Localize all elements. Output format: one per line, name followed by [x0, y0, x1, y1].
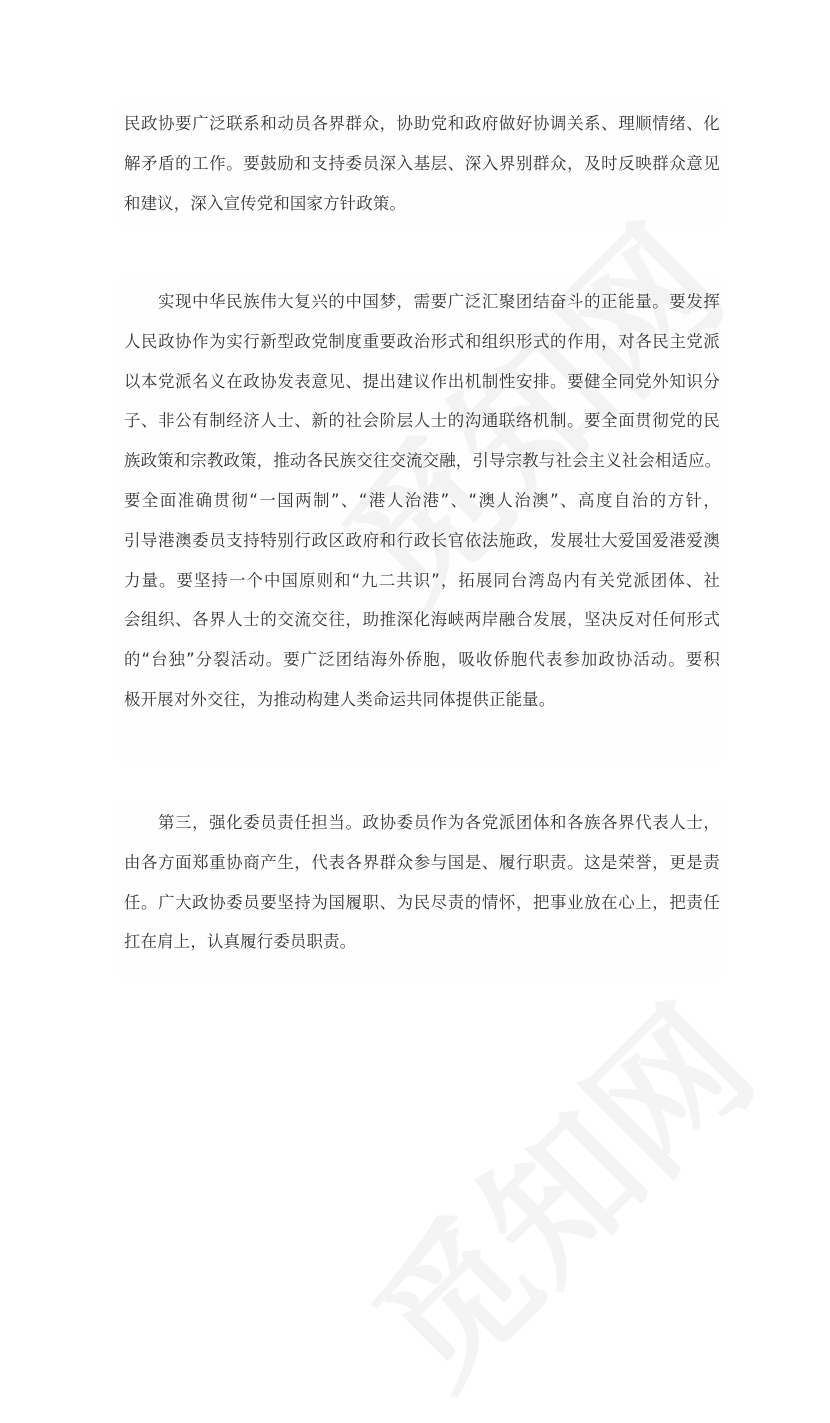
watermark: [320, 953, 791, 1423]
text-line: 的“台独”分裂活动。要广泛团结海外侨胞，吸收侨胞代表参加政协活动。要积: [124, 650, 720, 670]
text-line: 子、非公有制经济人士、新的社会阶层人士的沟通联络机制。要全面贯彻党的民: [124, 411, 720, 431]
text-line: 引导港澳委员支持特别行政区政府和行政长官依法施政，发展壮大爱国爱港爱澳: [124, 530, 720, 550]
text-line: 会组织、各界人士的交流交往，助推深化海峡两岸融合发展，坚决反对任何形式: [124, 610, 720, 630]
text-line: 实现中华民族伟大复兴的中国梦，需要广泛汇聚团结奋斗的正能量。要发挥: [158, 292, 720, 311]
text-line: 要全面准确贯彻“一国两制”、“港人治港”、“澳人治澳”、高度自治的方针，: [124, 490, 720, 510]
text-line: 由各方面郑重协商产生，代表各界群众参与国是、履行职责。这是荣誉，更是责: [124, 852, 720, 872]
text-line: 扛在肩上，认真履行委员职责。: [124, 932, 357, 952]
text-line: 任。广大政协委员要坚持为国履职、为民尽责的情怀，把事业放在心上，把责任: [124, 892, 720, 912]
text-line: 族政策和宗教政策，推动各民族交往交流交融，引导宗教与社会主义社会相适应。: [124, 451, 722, 471]
text-line: 人民政协作为实行新型政党制度重要政治形式和组织形式的作用，对各民主党派: [124, 331, 720, 351]
paragraph-3: [124, 803, 720, 962]
paragraph-2: [124, 282, 720, 720]
text-line: 解矛盾的工作。要鼓励和支持委员深入基层、深入界别群众，及时反映群众意见: [124, 153, 720, 173]
text-line: 以本党派名义在政协发表意见、提出建议作出机制性安排。要健全同党外知识分: [124, 371, 720, 391]
text-line: 力量。要坚持一个中国原则和“九二共识”，拓展同台湾岛内有关党派团体、社: [124, 570, 720, 590]
text-line: 和建议，深入宣传党和国家方针政策。: [124, 193, 407, 213]
paragraph-1: [124, 104, 720, 223]
text-line: 民政协要广泛联系和动员各界群众，协助党和政府做好协调关系、理顺情绪、化: [124, 114, 720, 133]
text-line: 极开展对外交往，为推动构建人类命运共同体提供正能量。: [124, 689, 556, 709]
text-line: 第三，强化委员责任担当。政协委员作为各党派团体和各族各界代表人士，: [158, 813, 720, 832]
